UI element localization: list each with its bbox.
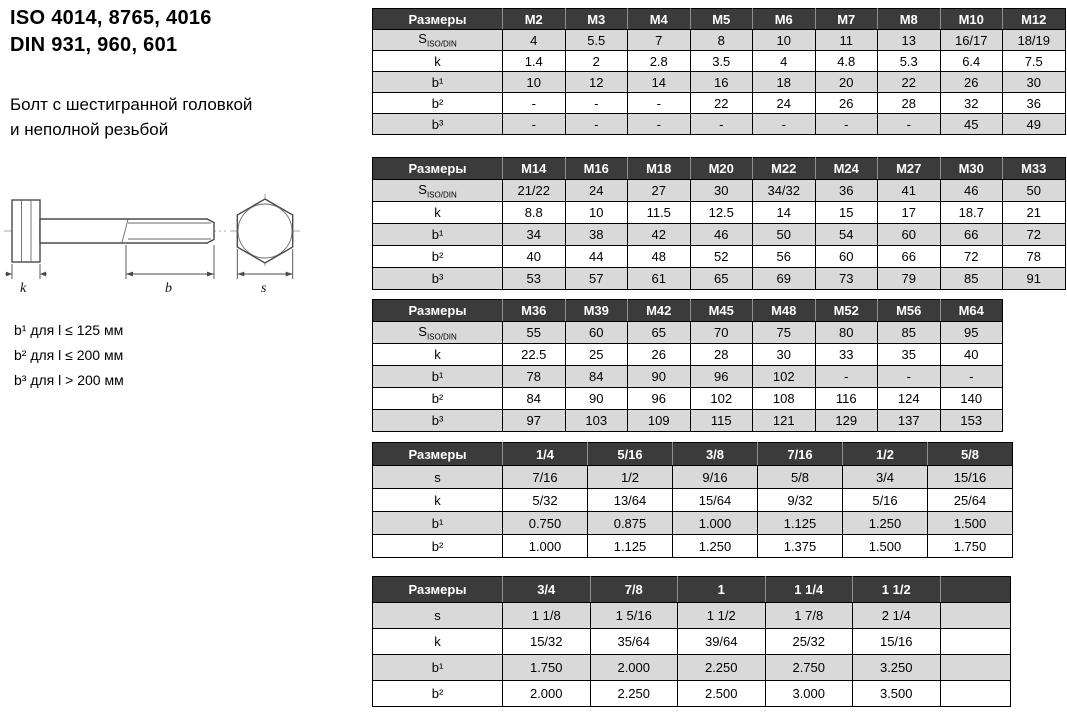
size-header: M14: [503, 158, 566, 180]
value-cell: 9/32: [758, 489, 843, 512]
spec-row: [373, 410, 1003, 432]
size-header: M56: [878, 300, 941, 322]
value-cell: 22: [878, 72, 941, 93]
value-cell: 50: [753, 224, 816, 246]
value-cell: 39/64: [678, 629, 766, 655]
value-cell: 1/2: [588, 466, 673, 489]
row-label: b²: [373, 246, 503, 268]
size-header: 1: [678, 577, 766, 603]
value-cell: 0.875: [588, 512, 673, 535]
value-cell: 1 5/16: [590, 603, 678, 629]
size-header: 7/16: [758, 443, 843, 466]
row-label: b²: [373, 535, 503, 558]
value-cell: 72: [940, 246, 1003, 268]
dim-label-b: b: [165, 281, 172, 296]
value-cell: 84: [503, 388, 566, 410]
value-cell: -: [690, 114, 753, 135]
value-cell: 66: [878, 246, 941, 268]
spec-row: [373, 655, 1011, 681]
row-label: b²: [373, 388, 503, 410]
value-cell: 0.750: [503, 512, 588, 535]
page-subtitle: [10, 92, 252, 142]
size-header: M27: [878, 158, 941, 180]
value-cell: 2.250: [590, 681, 678, 707]
note-b1: b¹ для l ≤ 125 мм: [14, 322, 124, 338]
size-header: M16: [565, 158, 628, 180]
sizes-column-header: Размеры: [373, 443, 503, 466]
value-cell: 2.750: [765, 655, 853, 681]
value-cell: 45: [940, 114, 1003, 135]
value-cell: 8: [690, 30, 753, 51]
spec-row: [373, 388, 1003, 410]
row-label: b¹: [373, 512, 503, 535]
spec-row: [373, 72, 1066, 93]
value-cell: 33: [815, 344, 878, 366]
value-cell: 13: [878, 30, 941, 51]
value-cell: 115: [690, 410, 753, 432]
size-header: 5/16: [588, 443, 673, 466]
value-cell: -: [815, 366, 878, 388]
row-label: k: [373, 629, 503, 655]
value-cell: 69: [753, 268, 816, 290]
value-cell: 1.375: [758, 535, 843, 558]
value-cell: 1.250: [673, 535, 758, 558]
note-b3: b³ для l > 200 мм: [14, 372, 124, 388]
value-cell: 2.250: [678, 655, 766, 681]
value-cell: 49: [1003, 114, 1066, 135]
row-label: k: [373, 489, 503, 512]
row-label: b²: [373, 93, 503, 114]
value-cell: 5/8: [758, 466, 843, 489]
value-cell: 35/64: [590, 629, 678, 655]
value-cell: 72: [1003, 224, 1066, 246]
value-cell: 7.5: [1003, 51, 1066, 72]
left-panel: [0, 0, 372, 720]
value-cell: 1.000: [673, 512, 758, 535]
value-cell: 11: [815, 30, 878, 51]
value-cell: 40: [940, 344, 1003, 366]
value-cell: 78: [503, 366, 566, 388]
size-header: 5/8: [928, 443, 1013, 466]
size-header: 7/8: [590, 577, 678, 603]
value-cell: 3.500: [853, 681, 941, 707]
value-cell: 102: [753, 366, 816, 388]
value-cell: 1.000: [503, 535, 588, 558]
value-cell: 44: [565, 246, 628, 268]
value-cell: 1 1/8: [503, 603, 591, 629]
spec-row: [373, 202, 1066, 224]
value-cell: -: [940, 366, 1003, 388]
header-row: [373, 577, 1011, 603]
row-label: b³: [373, 114, 503, 135]
size-header: M64: [940, 300, 1003, 322]
spec-row: [373, 466, 1013, 489]
spec-row: [373, 180, 1066, 202]
value-cell: 65: [628, 322, 691, 344]
page-title: [10, 5, 212, 59]
value-cell: -: [753, 114, 816, 135]
size-header: M4: [628, 9, 691, 30]
value-cell: 10: [503, 72, 566, 93]
bolt-drawing: [4, 186, 314, 300]
size-header: M6: [753, 9, 816, 30]
value-cell: 153: [940, 410, 1003, 432]
size-header: M8: [878, 9, 941, 30]
size-header: M5: [690, 9, 753, 30]
value-cell: 36: [815, 180, 878, 202]
value-cell: 1.500: [843, 535, 928, 558]
value-cell: 24: [753, 93, 816, 114]
tables-region: [372, 0, 1067, 720]
size-header: 3/8: [673, 443, 758, 466]
subtitle-line-2: и неполной резьбой: [10, 120, 169, 139]
value-cell: 21/22: [503, 180, 566, 202]
value-cell: 34: [503, 224, 566, 246]
value-cell: 102: [690, 388, 753, 410]
value-cell: 10: [753, 30, 816, 51]
value-cell: 18/19: [1003, 30, 1066, 51]
spec-row: [373, 51, 1066, 72]
value-cell: 27: [628, 180, 691, 202]
value-cell: 30: [1003, 72, 1066, 93]
spec-row: [373, 366, 1003, 388]
value-cell: 3.250: [853, 655, 941, 681]
value-cell: 30: [690, 180, 753, 202]
value-cell: 124: [878, 388, 941, 410]
value-cell: 5.5: [565, 30, 628, 51]
value-cell: 1.500: [928, 512, 1013, 535]
value-cell: 32: [940, 93, 1003, 114]
value-cell: 8.8: [503, 202, 566, 224]
value-cell: 36: [1003, 93, 1066, 114]
size-header: 3/4: [503, 577, 591, 603]
value-cell: 14: [753, 202, 816, 224]
value-cell: 60: [878, 224, 941, 246]
value-cell: 9/16: [673, 466, 758, 489]
value-cell: 28: [690, 344, 753, 366]
value-cell: 97: [503, 410, 566, 432]
value-cell: 22.5: [503, 344, 566, 366]
value-cell: -: [815, 114, 878, 135]
value-cell: -: [878, 114, 941, 135]
spec-row: [373, 93, 1066, 114]
value-cell: 26: [628, 344, 691, 366]
row-label: b¹: [373, 224, 503, 246]
size-header: M18: [628, 158, 691, 180]
value-cell: 15/32: [503, 629, 591, 655]
value-cell: 1.125: [758, 512, 843, 535]
value-cell: 18.7: [940, 202, 1003, 224]
spec-row: [373, 268, 1066, 290]
value-cell: -: [503, 114, 566, 135]
value-cell: 6.4: [940, 51, 1003, 72]
size-header: M30: [940, 158, 1003, 180]
value-cell: 109: [628, 410, 691, 432]
value-cell: 40: [503, 246, 566, 268]
row-label: k: [373, 344, 503, 366]
value-cell: 54: [815, 224, 878, 246]
value-cell: 2.000: [590, 655, 678, 681]
spec-row: [373, 681, 1011, 707]
value-cell: -: [565, 114, 628, 135]
value-cell: 21: [1003, 202, 1066, 224]
size-header: 1/2: [843, 443, 928, 466]
value-cell: 5/32: [503, 489, 588, 512]
value-cell: -: [503, 93, 566, 114]
value-cell: 2 1/4: [853, 603, 941, 629]
value-cell: 7: [628, 30, 691, 51]
value-cell: 5/16: [843, 489, 928, 512]
value-cell: [940, 681, 1010, 707]
notes: [14, 318, 124, 393]
row-label: s: [373, 603, 503, 629]
value-cell: 1.250: [843, 512, 928, 535]
spec-table-3: [372, 299, 1003, 432]
size-header: M2: [503, 9, 566, 30]
title-line-1: ISO 4014, 8765, 4016: [10, 7, 212, 29]
size-header: M7: [815, 9, 878, 30]
value-cell: 129: [815, 410, 878, 432]
value-cell: 56: [753, 246, 816, 268]
sizes-column-header: Размеры: [373, 9, 503, 30]
value-cell: 30: [753, 344, 816, 366]
value-cell: 5.3: [878, 51, 941, 72]
value-cell: 15/16: [928, 466, 1013, 489]
value-cell: 25: [565, 344, 628, 366]
value-cell: 41: [878, 180, 941, 202]
size-header: M39: [565, 300, 628, 322]
value-cell: 1.750: [928, 535, 1013, 558]
value-cell: 137: [878, 410, 941, 432]
value-cell: 73: [815, 268, 878, 290]
subtitle-line-1: Болт с шестигранной головкой: [10, 95, 253, 114]
value-cell: 34/32: [753, 180, 816, 202]
value-cell: 53: [503, 268, 566, 290]
value-cell: 61: [628, 268, 691, 290]
value-cell: 1.750: [503, 655, 591, 681]
value-cell: 3.000: [765, 681, 853, 707]
size-header: M42: [628, 300, 691, 322]
header-row: [373, 9, 1066, 30]
value-cell: 121: [753, 410, 816, 432]
size-header: M10: [940, 9, 1003, 30]
header-row: [373, 443, 1013, 466]
note-b2: b² для l ≤ 200 мм: [14, 347, 124, 363]
spec-row: [373, 512, 1013, 535]
value-cell: 1.125: [588, 535, 673, 558]
spec-row: [373, 246, 1066, 268]
spec-row: [373, 535, 1013, 558]
value-cell: 3/4: [843, 466, 928, 489]
size-header: M45: [690, 300, 753, 322]
value-cell: 2.000: [503, 681, 591, 707]
value-cell: 85: [878, 322, 941, 344]
spec-row: [373, 322, 1003, 344]
value-cell: 38: [565, 224, 628, 246]
size-header: 1 1/2: [853, 577, 941, 603]
size-header: [940, 577, 1010, 603]
value-cell: 25/32: [765, 629, 853, 655]
value-cell: 16: [690, 72, 753, 93]
value-cell: 79: [878, 268, 941, 290]
value-cell: 25/64: [928, 489, 1013, 512]
spec-table-5: [372, 576, 1011, 707]
row-label: b¹: [373, 655, 503, 681]
value-cell: 90: [628, 366, 691, 388]
size-header: M20: [690, 158, 753, 180]
value-cell: 103: [565, 410, 628, 432]
sizes-column-header: Размеры: [373, 300, 503, 322]
value-cell: [940, 629, 1010, 655]
value-cell: 4: [753, 51, 816, 72]
title-line-2: DIN 931, 960, 601: [10, 34, 178, 56]
value-cell: 28: [878, 93, 941, 114]
value-cell: 50: [1003, 180, 1066, 202]
value-cell: 26: [815, 93, 878, 114]
value-cell: 65: [690, 268, 753, 290]
bolt-head-end-view: [237, 199, 292, 263]
spec-row: [373, 114, 1066, 135]
value-cell: 140: [940, 388, 1003, 410]
value-cell: -: [628, 114, 691, 135]
value-cell: 57: [565, 268, 628, 290]
value-cell: 60: [815, 246, 878, 268]
size-header: M12: [1003, 9, 1066, 30]
value-cell: 15/16: [853, 629, 941, 655]
spec-table-2: [372, 157, 1066, 290]
value-cell: 17: [878, 202, 941, 224]
spec-row: [373, 344, 1003, 366]
value-cell: 116: [815, 388, 878, 410]
value-cell: 12.5: [690, 202, 753, 224]
row-label: b³: [373, 268, 503, 290]
value-cell: 108: [753, 388, 816, 410]
value-cell: 22: [690, 93, 753, 114]
value-cell: 2.500: [678, 681, 766, 707]
row-label: $S_{ISO/DIN}$: [373, 180, 503, 202]
value-cell: 95: [940, 322, 1003, 344]
value-cell: 10: [565, 202, 628, 224]
value-cell: 90: [565, 388, 628, 410]
value-cell: 70: [690, 322, 753, 344]
value-cell: 24: [565, 180, 628, 202]
value-cell: 1 7/8: [765, 603, 853, 629]
value-cell: 2.8: [628, 51, 691, 72]
spec-row: [373, 489, 1013, 512]
value-cell: 12: [565, 72, 628, 93]
row-label: b¹: [373, 366, 503, 388]
value-cell: 35: [878, 344, 941, 366]
value-cell: 85: [940, 268, 1003, 290]
size-header: M48: [753, 300, 816, 322]
row-label: b¹: [373, 72, 503, 93]
header-row: [373, 300, 1003, 322]
row-label: b²: [373, 681, 503, 707]
value-cell: 11.5: [628, 202, 691, 224]
value-cell: 75: [753, 322, 816, 344]
value-cell: [940, 603, 1010, 629]
value-cell: 46: [690, 224, 753, 246]
value-cell: 15: [815, 202, 878, 224]
value-cell: 16/17: [940, 30, 1003, 51]
value-cell: 14: [628, 72, 691, 93]
row-label: k: [373, 51, 503, 72]
value-cell: -: [565, 93, 628, 114]
value-cell: -: [878, 366, 941, 388]
spec-row: [373, 629, 1011, 655]
row-label: $S_{ISO/DIN}$: [373, 30, 503, 51]
spec-row: [373, 224, 1066, 246]
row-label: b³: [373, 410, 503, 432]
value-cell: 18: [753, 72, 816, 93]
value-cell: 2: [565, 51, 628, 72]
size-header: 1 1/4: [765, 577, 853, 603]
size-header: M3: [565, 9, 628, 30]
value-cell: 78: [1003, 246, 1066, 268]
value-cell: [940, 655, 1010, 681]
value-cell: 66: [940, 224, 1003, 246]
size-header: M24: [815, 158, 878, 180]
spec-row: [373, 603, 1011, 629]
value-cell: 7/16: [503, 466, 588, 489]
value-cell: 46: [940, 180, 1003, 202]
value-cell: 96: [628, 388, 691, 410]
dim-label-k: k: [20, 281, 27, 296]
value-cell: 26: [940, 72, 1003, 93]
value-cell: 84: [565, 366, 628, 388]
size-header: M52: [815, 300, 878, 322]
value-cell: 48: [628, 246, 691, 268]
size-header: M22: [753, 158, 816, 180]
spec-table-4: [372, 442, 1013, 558]
value-cell: 91: [1003, 268, 1066, 290]
dim-label-s: s: [261, 281, 267, 296]
row-label: s: [373, 466, 503, 489]
sizes-column-header: Размеры: [373, 158, 503, 180]
header-row: [373, 158, 1066, 180]
value-cell: 55: [503, 322, 566, 344]
row-label: k: [373, 202, 503, 224]
size-header: 1/4: [503, 443, 588, 466]
value-cell: 4.8: [815, 51, 878, 72]
value-cell: 1 1/2: [678, 603, 766, 629]
value-cell: -: [628, 93, 691, 114]
bolt-head-side: [12, 200, 40, 262]
value-cell: 80: [815, 322, 878, 344]
value-cell: 15/64: [673, 489, 758, 512]
spec-row: [373, 30, 1066, 51]
size-header: M36: [503, 300, 566, 322]
value-cell: 42: [628, 224, 691, 246]
value-cell: 52: [690, 246, 753, 268]
spec-table-1: [372, 8, 1066, 135]
value-cell: 3.5: [690, 51, 753, 72]
value-cell: 60: [565, 322, 628, 344]
sizes-column-header: Размеры: [373, 577, 503, 603]
value-cell: 96: [690, 366, 753, 388]
value-cell: 1.4: [503, 51, 566, 72]
row-label: $S_{ISO/DIN}$: [373, 322, 503, 344]
value-cell: 20: [815, 72, 878, 93]
value-cell: 4: [503, 30, 566, 51]
value-cell: 13/64: [588, 489, 673, 512]
size-header: M33: [1003, 158, 1066, 180]
